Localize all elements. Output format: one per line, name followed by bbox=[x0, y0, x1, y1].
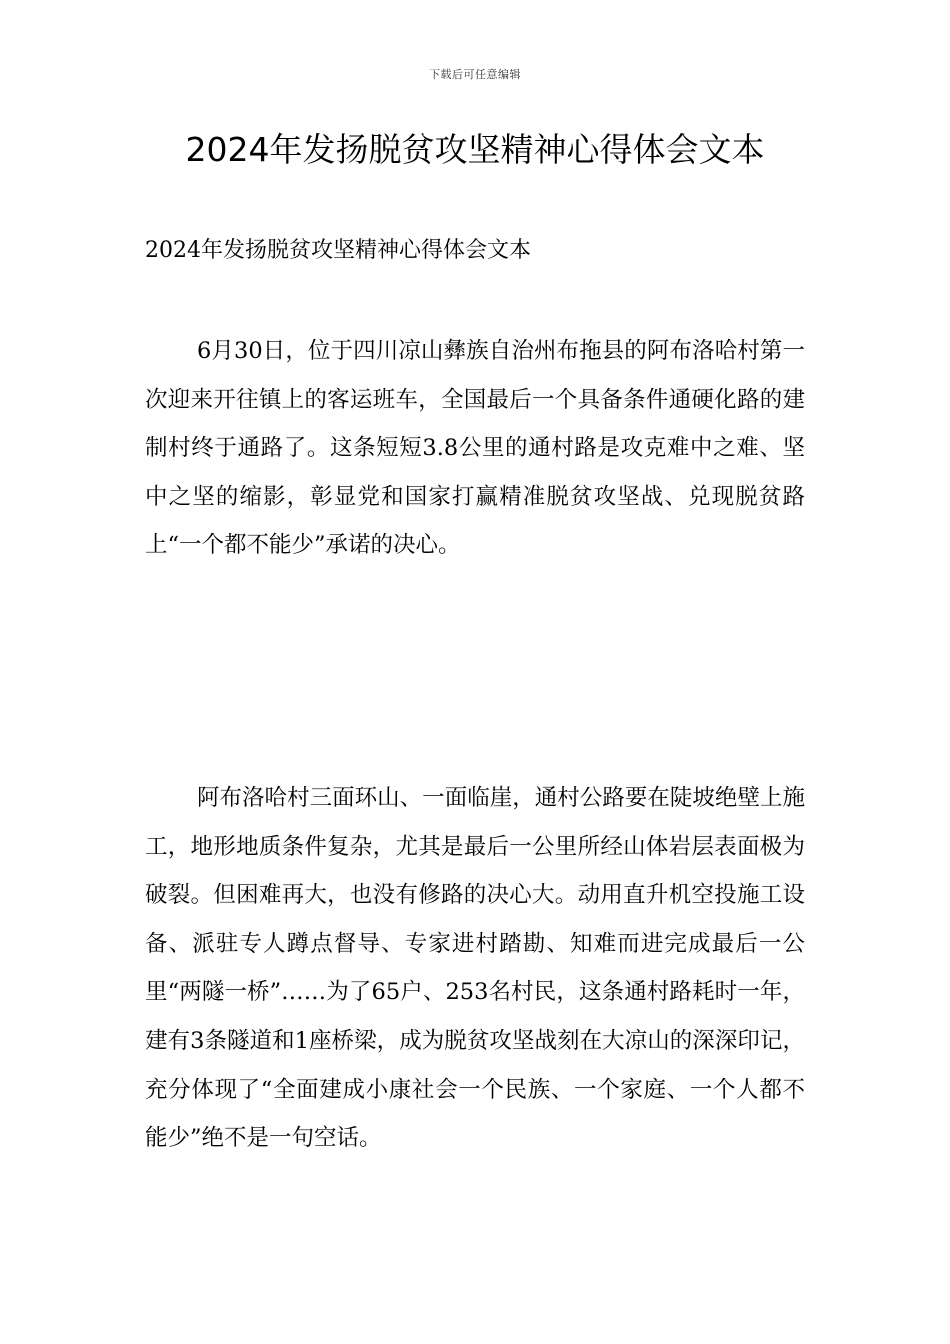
document-subtitle: 2024年发扬脱贫攻坚精神心得体会文本 bbox=[145, 238, 531, 263]
header-note: 下载后可任意编辑 bbox=[429, 68, 521, 81]
document-title: 2024年发扬脱贫攻坚精神心得体会文本 bbox=[185, 130, 765, 169]
body-paragraph-2: 阿布洛哈村三面环山、一面临崖，通村公路要在陡坡绝壁上施工，地形地质条件复杂，尤其是最后一公里所经山体岩层表面极为破裂。但困难再大，也没有修路的决心大。动用直升机空投施工设备、派驻专人蹲点督导、专家进村踏勘、知难而进完成最后一公里“两隧一桥”……为了65户、253名村民，这条通村路耗时一年，建有3条隧道和1座桥梁，成为脱贫攻坚战刻在大凉山的深深印记，充分体现了“全面建成小康社会一个民族、一个家庭、一个人都不能少”绝不是一句空话。 bbox=[145, 785, 805, 1152]
body-paragraph-1: 6月30日，位于四川凉山彝族自治州布拖县的阿布洛哈村第一次迎来开往镇上的客运班车，全国最后一个具备条件通硬化路的建制村终于通路了。这条短短3.8公里的通村路是攻克难中之难、坚中之坚的缩影，彰显党和国家打赢精准脱贫攻坚战、兑现脱贫路上“一个都不能少”承诺的决心。 bbox=[145, 338, 805, 559]
